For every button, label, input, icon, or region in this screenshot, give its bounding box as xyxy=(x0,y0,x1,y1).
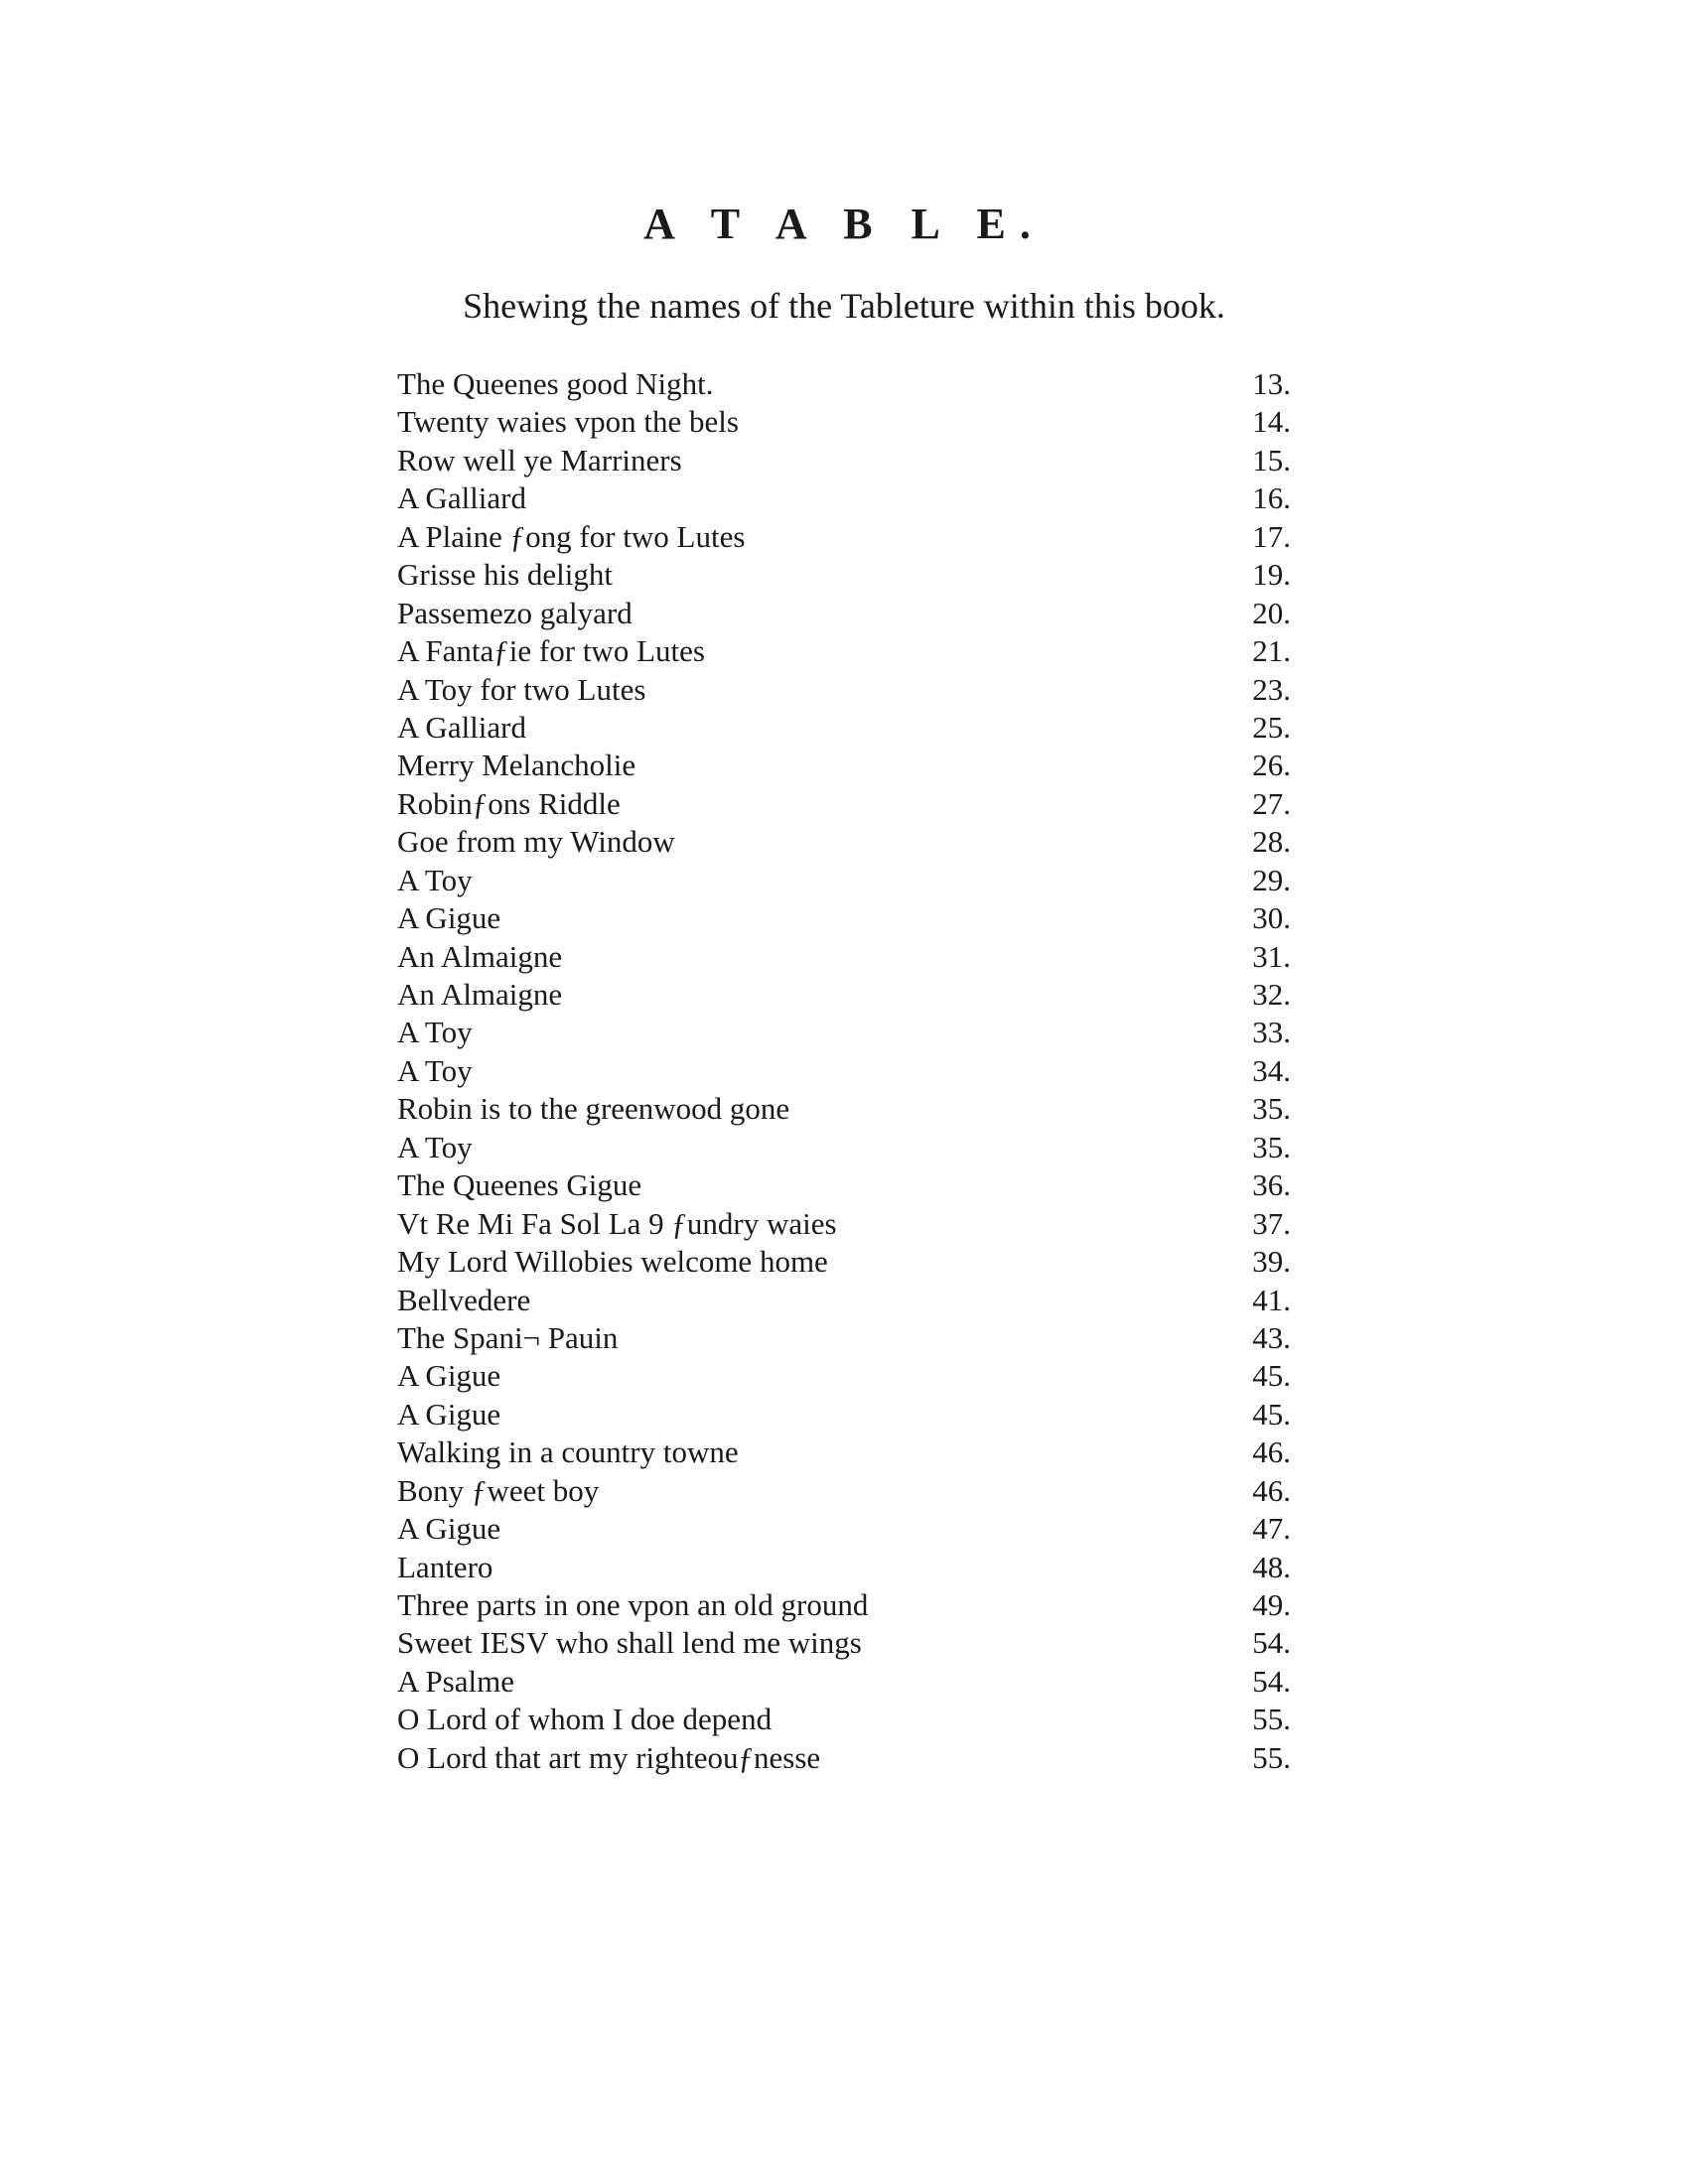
toc-entry-page-number: 19. xyxy=(1252,557,1291,593)
toc-entry-title: The Spani¬ Pauin xyxy=(397,1319,619,1355)
toc-entry-page-number: 46. xyxy=(1252,1434,1291,1470)
toc-entry-title: The Queenes good Night. xyxy=(397,366,714,401)
toc-entry-title: A Fantaƒie for two Lutes xyxy=(397,633,705,669)
toc-entry-title: O Lord of whom I doe depend xyxy=(397,1702,773,1737)
toc-entry-title: Lantero xyxy=(397,1549,493,1584)
toc-entry-page-number: 14. xyxy=(1252,404,1291,440)
toc-entry-page-number: 31. xyxy=(1252,938,1291,974)
toc-entry xyxy=(397,1243,1291,1281)
toc-entry xyxy=(397,403,1291,441)
toc-entry xyxy=(397,1472,1291,1510)
toc-entry xyxy=(397,1586,1291,1624)
toc-entry xyxy=(397,709,1291,747)
toc-entry xyxy=(397,1663,1291,1701)
toc-entry-title: The Queenes Gigue xyxy=(397,1167,642,1203)
toc-entry-title: Vt Re Mi Fa Sol La 9 ƒundry waies xyxy=(397,1205,837,1241)
toc-entry-title: Three parts in one vpon an old ground xyxy=(397,1587,869,1622)
toc-entry-page-number: 29. xyxy=(1252,862,1291,897)
toc-entry xyxy=(397,1014,1291,1051)
toc-entry-page-number: 36. xyxy=(1252,1167,1291,1203)
toc-entry-title: Robinƒons Riddle xyxy=(397,785,621,821)
toc-entry xyxy=(397,365,1291,403)
toc-entry xyxy=(397,823,1291,861)
toc-entry-title: An Almaigne xyxy=(397,977,563,1012)
toc-entry-page-number: 28. xyxy=(1252,824,1291,860)
toc-entry-title: Walking in a country towne xyxy=(397,1434,739,1470)
toc-entry-title: Bellvedere xyxy=(397,1282,531,1317)
toc-entry xyxy=(397,1090,1291,1128)
toc-entry-title: A Toy for two Lutes xyxy=(397,671,646,707)
toc-entry xyxy=(397,1739,1291,1777)
toc-entry-title: A Gigue xyxy=(397,900,501,936)
toc-entry xyxy=(397,1357,1291,1395)
toc-entry-title: Bony ƒweet boy xyxy=(397,1472,600,1508)
toc-entry-page-number: 41. xyxy=(1252,1282,1291,1317)
toc-entry-page-number: 45. xyxy=(1252,1396,1291,1432)
toc-entry xyxy=(397,595,1291,632)
toc-entry-page-number: 45. xyxy=(1252,1358,1291,1394)
toc-entry xyxy=(397,1701,1291,1738)
toc-entry-title: Row well ye Marriners xyxy=(397,442,682,478)
toc-entry-title: Sweet IESV who shall lend me wings xyxy=(397,1625,862,1661)
toc-entry xyxy=(397,1549,1291,1586)
toc-entry-title: An Almaigne xyxy=(397,938,563,974)
toc-entry-page-number: 32. xyxy=(1252,977,1291,1012)
toc-entry xyxy=(397,632,1291,670)
toc-entry-title: A Gigue xyxy=(397,1511,501,1547)
toc-entry xyxy=(397,899,1291,937)
toc-entry xyxy=(397,1396,1291,1433)
toc-entry xyxy=(397,1319,1291,1357)
table-of-contents xyxy=(397,365,1291,1777)
toc-entry-title: Twenty waies vpon the bels xyxy=(397,404,739,440)
toc-entry-page-number: 54. xyxy=(1252,1625,1291,1661)
toc-entry-page-number: 46. xyxy=(1252,1472,1291,1508)
toc-entry-page-number: 15. xyxy=(1252,442,1291,478)
toc-entry-title: Robin is to the greenwood gone xyxy=(397,1091,790,1127)
toc-entry-page-number: 43. xyxy=(1252,1319,1291,1355)
toc-entry-title: A Toy xyxy=(397,1129,473,1164)
toc-entry-title: Passemezo galyard xyxy=(397,595,633,630)
toc-entry-title: A Galliard xyxy=(397,480,526,516)
toc-entry xyxy=(397,1624,1291,1662)
toc-entry xyxy=(397,1433,1291,1471)
toc-entry-page-number: 35. xyxy=(1252,1091,1291,1127)
toc-entry xyxy=(397,479,1291,517)
toc-entry-title: A Toy xyxy=(397,862,473,897)
toc-entry-page-number: 34. xyxy=(1252,1052,1291,1088)
toc-entry-page-number: 17. xyxy=(1252,518,1291,554)
toc-entry xyxy=(397,1510,1291,1548)
toc-entry-title: A Toy xyxy=(397,1052,473,1088)
toc-entry-page-number: 54. xyxy=(1252,1663,1291,1699)
toc-entry xyxy=(397,671,1291,709)
toc-entry-page-number: 21. xyxy=(1252,633,1291,669)
toc-entry xyxy=(397,518,1291,556)
toc-entry-page-number: 25. xyxy=(1252,709,1291,745)
toc-entry-title: A Galliard xyxy=(397,709,526,745)
toc-entry-page-number: 55. xyxy=(1252,1739,1291,1775)
toc-entry-title: Goe from my Window xyxy=(397,824,675,860)
toc-entry xyxy=(397,976,1291,1014)
toc-entry xyxy=(397,556,1291,594)
toc-entry-title: A Gigue xyxy=(397,1396,501,1432)
toc-entry-title: O Lord that art my righteouƒnesse xyxy=(397,1739,821,1775)
toc-entry-page-number: 27. xyxy=(1252,785,1291,821)
toc-entry xyxy=(397,938,1291,976)
toc-entry-page-number: 48. xyxy=(1252,1549,1291,1584)
toc-entry-title: Grisse his delight xyxy=(397,557,613,593)
toc-entry-page-number: 26. xyxy=(1252,748,1291,783)
toc-entry xyxy=(397,1282,1291,1319)
toc-entry-page-number: 16. xyxy=(1252,480,1291,516)
toc-entry xyxy=(397,862,1291,899)
page-subtitle: Shewing the names of the Tableture within this book. xyxy=(463,286,1225,326)
toc-entry xyxy=(397,442,1291,479)
toc-entry-title: My Lord Willobies welcome home xyxy=(397,1244,828,1280)
toc-entry-page-number: 13. xyxy=(1252,366,1291,401)
toc-entry xyxy=(397,1052,1291,1090)
page-title: A T A B L E. xyxy=(643,200,1045,248)
toc-entry-title: A Gigue xyxy=(397,1358,501,1394)
toc-entry-page-number: 37. xyxy=(1252,1205,1291,1241)
toc-entry-page-number: 33. xyxy=(1252,1015,1291,1050)
toc-entry-title: A Plaine ƒong for two Lutes xyxy=(397,518,746,554)
toc-entry-page-number: 30. xyxy=(1252,900,1291,936)
toc-entry-page-number: 49. xyxy=(1252,1587,1291,1622)
toc-entry xyxy=(397,747,1291,784)
toc-entry xyxy=(397,1205,1291,1243)
toc-entry-page-number: 39. xyxy=(1252,1244,1291,1280)
toc-entry-title: A Psalme xyxy=(397,1663,514,1699)
toc-entry-page-number: 47. xyxy=(1252,1511,1291,1547)
toc-entry-page-number: 55. xyxy=(1252,1702,1291,1737)
toc-entry xyxy=(397,1166,1291,1204)
toc-entry xyxy=(397,1129,1291,1166)
toc-entry-page-number: 23. xyxy=(1252,671,1291,707)
toc-entry-page-number: 20. xyxy=(1252,595,1291,630)
toc-entry-title: Merry Melancholie xyxy=(397,748,636,783)
toc-entry-title: A Toy xyxy=(397,1015,473,1050)
toc-entry-page-number: 35. xyxy=(1252,1129,1291,1164)
toc-entry xyxy=(397,785,1291,823)
